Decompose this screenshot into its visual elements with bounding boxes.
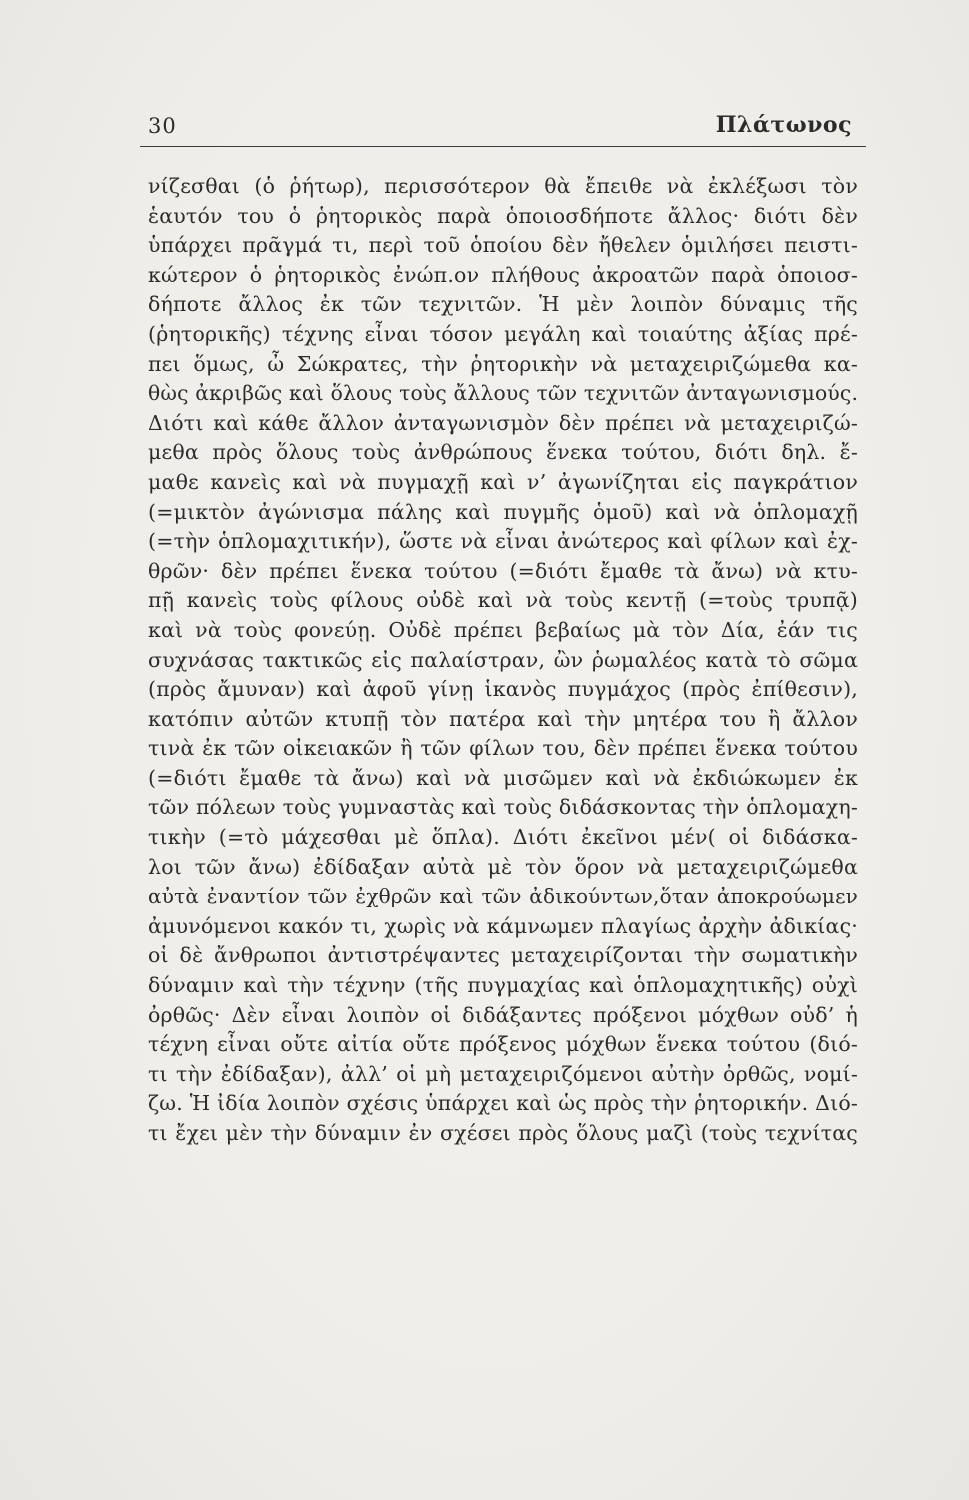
text-line: λοι τῶν ἄνω) ἐδίδαξαν αὐτὰ μὲ τὸν ὅρον νὰ μεταχειριζώμεθα xyxy=(148,854,858,879)
text-line: μαθε κανεὶς καὶ νὰ πυγμαχῇ καὶ ν’ ἀγωνίζηται εἰς παγκράτιον xyxy=(148,469,858,494)
text-line: (ῥητορικῆς) τέχνης εἶναι τόσον μεγάλη καὶ τοιαύτης ἀξίας πρέ- xyxy=(148,321,858,346)
text-line: νίζεσθαι (ὁ ῥήτωρ), περισσότερον θὰ ἔπειθε νὰ ἐκλέξωσι τὸν xyxy=(148,174,858,198)
running-head: Πλάτωνος xyxy=(715,112,852,138)
text-line: ὀρθῶς· Δὲν εἶναι λοιπὸν οἱ διδάξαντες πρόξενοι μόχθων οὐδ’ ἡ xyxy=(148,1002,858,1027)
text-line: τικὴν (=τὸ μάχεσθαι μὲ ὅπλα). Διότι ἐκεῖνοι μέν( οἱ διδάσκα- xyxy=(148,825,858,850)
text-line: (πρὸς ἄμυναν) καὶ ἀφοῦ γίνῃ ἱκανὸς πυγμάχος (πρὸς ἐπίθεσιν), xyxy=(148,677,858,702)
text-line: δήποτε ἄλλος ἐκ τῶν τεχνιτῶν. Ἡ μὲν λοιπὸν δύναμις τῆς xyxy=(148,292,858,317)
text-line: δύναμιν καὶ τὴν τέχνην (τῆς πυγμαχίας καὶ ὁπλομαχητικῆς) οὐχὶ xyxy=(148,973,858,998)
text-line: οἱ δὲ ἄνθρωποι ἀντιστρέψαντες μεταχειρίζονται τὴν σωματικὴν xyxy=(148,943,858,968)
text-line: (=μικτὸν ἀγώνισμα πάλης καὶ πυγμῆς ὁμοῦ) καὶ νὰ ὁπλομαχῇ xyxy=(148,499,858,524)
text-line: ἑαυτόν του ὁ ῥητορικὸς παρὰ ὁποιοσδήποτε ἄλλος· διότι δὲν xyxy=(148,203,858,228)
text-line: κώτερον ὁ ῥητορικὸς ἐνώπ.ον πλήθους ἀκροατῶν παρὰ ὁποιοσ- xyxy=(148,262,858,287)
text-line: θρῶν· δὲν πρέπει ἕνεκα τούτου (=διότι ἔμαθε τὰ ἄνω) νὰ κτυ- xyxy=(148,558,858,583)
text-line: τι τὴν ἐδίδαξαν), ἀλλ’ οἱ μὴ μεταχειριζόμενοι αὐτὴν ὀρθῶς, νομί- xyxy=(148,1061,858,1086)
text-line: πει ὅμως, ὦ Σώκρατες, τὴν ῥητορικὴν νὰ μεταχειριζώμεθα κα- xyxy=(148,351,858,376)
text-line: ἀμυνόμενοι κακόν τι, χωρὶς νὰ κάμνωμεν πλαγίως ἀρχὴν ἀδικίας· xyxy=(148,913,858,938)
text-line: μεθα πρὸς ὅλους τοὺς ἀνθρώπους ἕνεκα τούτου, διότι δηλ. ἔ- xyxy=(148,440,858,465)
text-line: (=τὴν ὁπλομαχιτικήν), ὥστε νὰ εἶναι ἀνώτερος καὶ φίλων καὶ ἐχ- xyxy=(148,529,858,554)
body-text xyxy=(148,172,858,1149)
text-line: ζω. Ἡ ἰδία λοιπὸν σχέσις ὑπάρχει καὶ ὡς πρὸς τὴν ῥητορικήν. Διό- xyxy=(148,1091,858,1116)
text-line: κατόπιν αὐτῶν κτυπῇ τὸν πατέρα καὶ τὴν μητέρα του ἢ ἄλλον xyxy=(148,706,858,731)
text-line: (=διότι ἔμαθε τὰ ἄνω) καὶ νὰ μισῶμεν καὶ νὰ ἐκδιώκωμεν ἐκ xyxy=(148,765,858,790)
text-line: πῇ κανεὶς τοὺς φίλους οὐδὲ καὶ νὰ τοὺς κεντῇ (=τοὺς τρυπᾷ) xyxy=(148,588,858,613)
text-line: αὐτὰ ἐναντίον τῶν ἐχθρῶν καὶ τῶν ἀδικούντων,ὅταν ἀποκρούωμεν xyxy=(148,884,858,909)
text-line: Διότι καὶ κάθε ἄλλον ἀνταγωνισμὸν δὲν πρέπει νὰ μεταχειριζώ- xyxy=(148,410,858,435)
text-line: συχνάσας τακτικῶς εἰς παλαίστραν, ὢν ῥωμαλέος κατὰ τὸ σῶμα xyxy=(148,647,858,672)
text-line: θὼς ἀκριβῶς καὶ ὅλους τοὺς ἄλλους τῶν τεχνιτῶν ἀνταγωνισμούς. xyxy=(148,381,859,406)
page-header xyxy=(138,112,866,150)
text-line: ὑπάρχει πρᾶγμά τι, περὶ τοῦ ὁποίου δὲν ἤθελεν ὁμιλήσει πειστι- xyxy=(148,233,858,258)
text-line: τινὰ ἐκ τῶν οἰκειακῶν ἢ τῶν φίλων του, δὲν πρέπει ἕνεκα τούτου xyxy=(148,736,858,761)
text-line: τι ἔχει μὲν τὴν δύναμιν ἐν σχέσει πρὸς ὅλους μαζὶ (τοὺς τεχνίτας xyxy=(148,1121,858,1145)
text-line: καὶ νὰ τοὺς φονεύῃ. Οὐδὲ πρέπει βεβαίως μὰ τὸν Δία, ἐάν τις xyxy=(148,617,858,642)
text-line: τῶν πόλεων τοὺς γυμναστὰς καὶ τοὺς διδάσκοντας τὴν ὁπλομαχη- xyxy=(148,795,858,820)
header-rule xyxy=(140,146,866,147)
page-number: 30 xyxy=(148,114,177,138)
text-line: τέχνη εἶναι οὔτε αἰτία οὔτε πρόξενος μόχθων ἕνεκα τούτου (διό- xyxy=(148,1032,858,1057)
